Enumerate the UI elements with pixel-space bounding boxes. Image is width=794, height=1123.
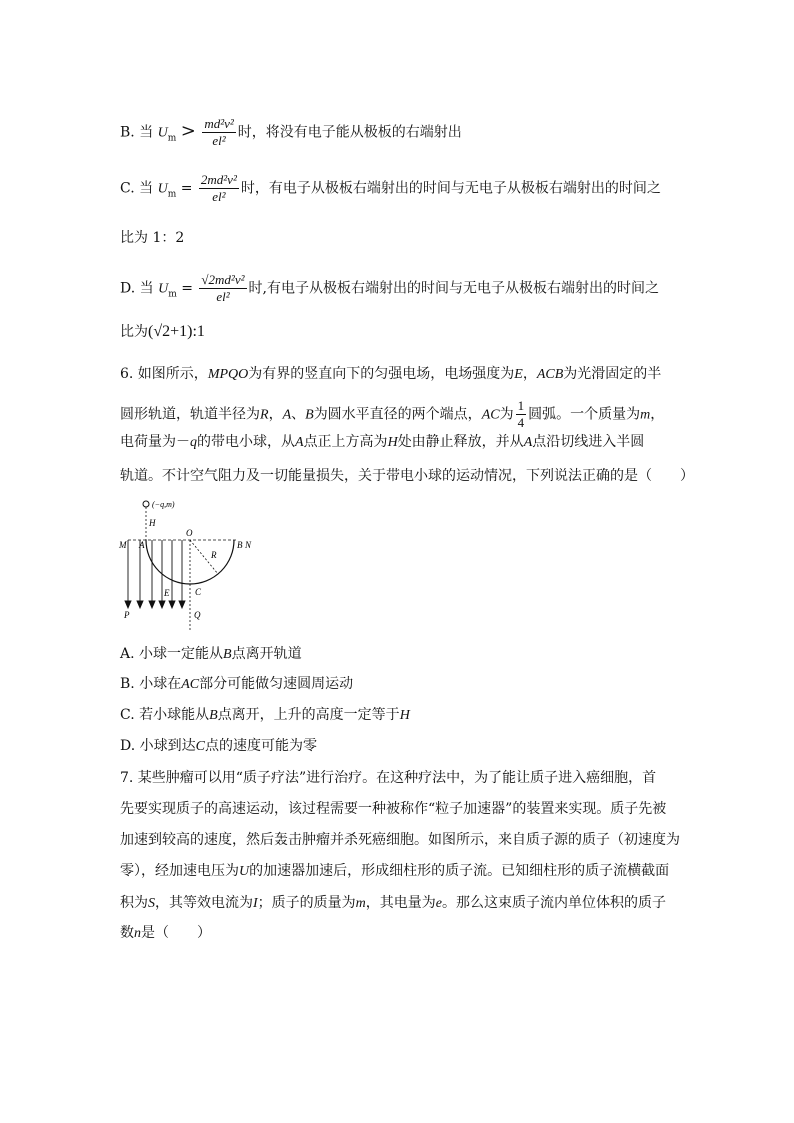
q6-symbol: B xyxy=(209,708,218,723)
label-a: A xyxy=(139,540,145,550)
q6-symbol: R xyxy=(260,407,269,423)
fraction xyxy=(202,116,235,149)
q6-text: 电荷量为－ xyxy=(120,434,190,450)
q6-symbol: A xyxy=(282,407,292,423)
label-m: M xyxy=(119,540,127,550)
height-label: H xyxy=(149,518,156,528)
label-b: B xyxy=(237,540,243,550)
q7-text: 数 xyxy=(120,925,134,941)
relation-symbol: = xyxy=(181,280,193,297)
label-r: R xyxy=(211,550,217,560)
q6-symbol: ACB xyxy=(536,367,564,382)
voltage-symbol: U xyxy=(157,125,168,141)
q6-text: 圆弧。一个质量为 xyxy=(528,406,641,423)
question-7-line-2: 先要实现质子的高速运动，该过程需要一种被称作“粒子加速器”的装置来实现。质子先被 xyxy=(120,801,667,817)
q6-symbol: E xyxy=(514,367,523,382)
fraction-numerator: √2md²v² xyxy=(201,272,245,287)
q6-text: 处由静止释放，并从 xyxy=(397,434,524,450)
q6-option-b xyxy=(120,674,353,695)
q6-symbol: A xyxy=(523,435,533,450)
option-b xyxy=(120,116,462,149)
label-q: Q xyxy=(194,610,201,620)
q7-symbol: e xyxy=(435,896,443,911)
q6-text: ， xyxy=(268,406,283,423)
q6-text: 为圆水平直径的两个端点， xyxy=(313,406,482,423)
label-p: P xyxy=(124,610,130,620)
q6-text: ， xyxy=(650,406,665,423)
voltage-symbol: U xyxy=(158,281,169,297)
fraction-numerator: md²v² xyxy=(204,116,234,131)
option-c-prefix: C. 当 xyxy=(120,180,154,197)
q7-symbol: m xyxy=(355,896,366,911)
q7-symbol: U xyxy=(239,864,250,879)
voltage-subscript: m xyxy=(167,133,177,144)
q6-option-text: B. 小球在 xyxy=(120,676,182,692)
q6-option-text: 点离开，上升的高度一定等于 xyxy=(217,707,400,723)
question-6-line-2 xyxy=(120,398,664,431)
label-o: O xyxy=(186,528,193,538)
fraction-denominator: el² xyxy=(212,133,226,148)
q6-option-text: A. 小球一定能从 xyxy=(120,646,224,662)
q7-text: 积为 xyxy=(120,895,148,911)
q6-symbol: AC xyxy=(181,677,200,692)
q6-symbol: q xyxy=(190,435,197,450)
electric-field-figure xyxy=(112,496,262,636)
question-7-line-5 xyxy=(120,893,666,914)
question-6-line-3 xyxy=(120,432,644,453)
q6-symbol: AC xyxy=(481,407,500,423)
q6-text: 为光滑固定的半 xyxy=(563,366,662,382)
question-6-line-4: 轨道。不计空气阻力及一切能量损失，关于带电小球的运动情况，下列说法正确的是（ ） xyxy=(120,468,694,484)
q6-option-text: 点的速度可能为零 xyxy=(204,738,317,754)
q6-text: ， xyxy=(522,366,537,382)
q6-text: 圆形轨道，轨道半径为 xyxy=(120,406,260,423)
label-c: C xyxy=(195,587,202,597)
voltage-subscript: m xyxy=(168,289,177,300)
label-e: E xyxy=(164,588,170,598)
question-7-line-1: 7. 某些肿瘤可以用“质子疗法”进行治疗。在这种疗法中，为了能让质子进入癌细胞，首 xyxy=(120,770,657,786)
q7-symbol: I xyxy=(253,896,258,911)
voltage-subscript: m xyxy=(167,189,177,200)
option-d xyxy=(120,272,659,305)
q6-text: 为有界的竖直向下的匀强电场，电场强度为 xyxy=(248,366,515,382)
fraction xyxy=(199,272,246,305)
option-c xyxy=(120,172,661,205)
q7-text: ，其等效电流为 xyxy=(155,895,253,911)
voltage-symbol: U xyxy=(157,181,168,197)
q6-symbol: C xyxy=(195,739,205,754)
option-d-cont xyxy=(120,322,205,342)
fraction-numerator: 1 xyxy=(517,398,525,413)
charged-ball xyxy=(143,501,149,507)
q6-symbol: H xyxy=(399,708,410,723)
ratio-expression: (√2+1):1 xyxy=(148,323,205,340)
q7-text: 。那么这束质子流内单位体积的质子 xyxy=(442,895,667,911)
fraction-numerator: 2md²v² xyxy=(200,172,237,187)
ball-label: (−q,m) xyxy=(152,500,175,509)
question-7-line-3: 加速到较高的速度，然后轰击肿瘤并杀死癌细胞。如图所示，来自质子源的质子（初速度为 xyxy=(120,832,680,848)
option-d-cont-prefix: 比为 xyxy=(120,324,148,340)
field-lines xyxy=(125,540,185,608)
q7-symbol: S xyxy=(148,896,155,911)
question-6-line-1 xyxy=(120,364,661,385)
question-7-line-6 xyxy=(120,923,211,944)
fraction-denominator: 4 xyxy=(517,415,525,430)
q6-option-d xyxy=(120,736,317,757)
relation-symbol: > xyxy=(180,120,196,142)
fraction-denominator: el² xyxy=(212,189,226,204)
q6-option-text: 点离开轨道 xyxy=(231,646,302,662)
option-d-prefix: D. 当 xyxy=(120,280,154,297)
q7-text: 的加速器加速后，形成细柱形的质子流。已知细柱形的质子流横截面 xyxy=(249,863,670,879)
option-c-cont: 比为 1：2 xyxy=(120,230,185,246)
q6-symbol: m xyxy=(640,407,651,423)
q6-symbol: B xyxy=(223,647,232,662)
q6-text: 点正上方高为 xyxy=(303,434,388,450)
q6-option-text: 部分可能做匀速圆周运动 xyxy=(199,676,354,692)
q7-symbol: n xyxy=(134,926,141,941)
q6-text: 6. 如图所示， xyxy=(120,366,208,382)
q6-option-c xyxy=(120,705,410,726)
option-b-text: 时，将没有电子能从极板的右端射出 xyxy=(237,124,462,141)
q6-option-text: D. 小球到达 xyxy=(120,738,196,754)
option-d-text: 时,有电子从极板右端射出的时间与无电子从极板右端射出的时间之 xyxy=(248,280,659,297)
q6-text: 为 xyxy=(499,406,514,423)
q6-text: 点沿切线进入半圆 xyxy=(532,434,645,450)
q6-text: 、 xyxy=(291,406,306,423)
q6-symbol: MPQO xyxy=(207,367,249,382)
q7-text: 零），经加速电压为 xyxy=(120,863,239,879)
q7-text: ，其电量为 xyxy=(365,895,436,911)
q7-text: ；质子的质量为 xyxy=(257,895,356,911)
q6-symbol: H xyxy=(387,435,398,450)
fraction xyxy=(199,172,239,205)
option-b-prefix: B. 当 xyxy=(120,124,154,141)
question-7-line-4 xyxy=(120,861,669,882)
option-c-text: 时，有电子从极板右端射出的时间与无电子从极板右端射出的时间之 xyxy=(240,180,661,197)
relation-symbol: = xyxy=(180,180,193,197)
q6-symbol: B xyxy=(305,407,314,423)
q6-symbol: A xyxy=(295,435,304,450)
quarter-fraction xyxy=(516,398,527,431)
fraction-denominator: el² xyxy=(216,289,230,304)
q6-option-text: C. 若小球能从 xyxy=(120,707,210,723)
q6-text: 的带电小球，从 xyxy=(197,434,295,450)
q6-option-a xyxy=(120,644,302,665)
q7-text: 是（ ） xyxy=(141,925,211,941)
label-n: N xyxy=(245,540,252,550)
